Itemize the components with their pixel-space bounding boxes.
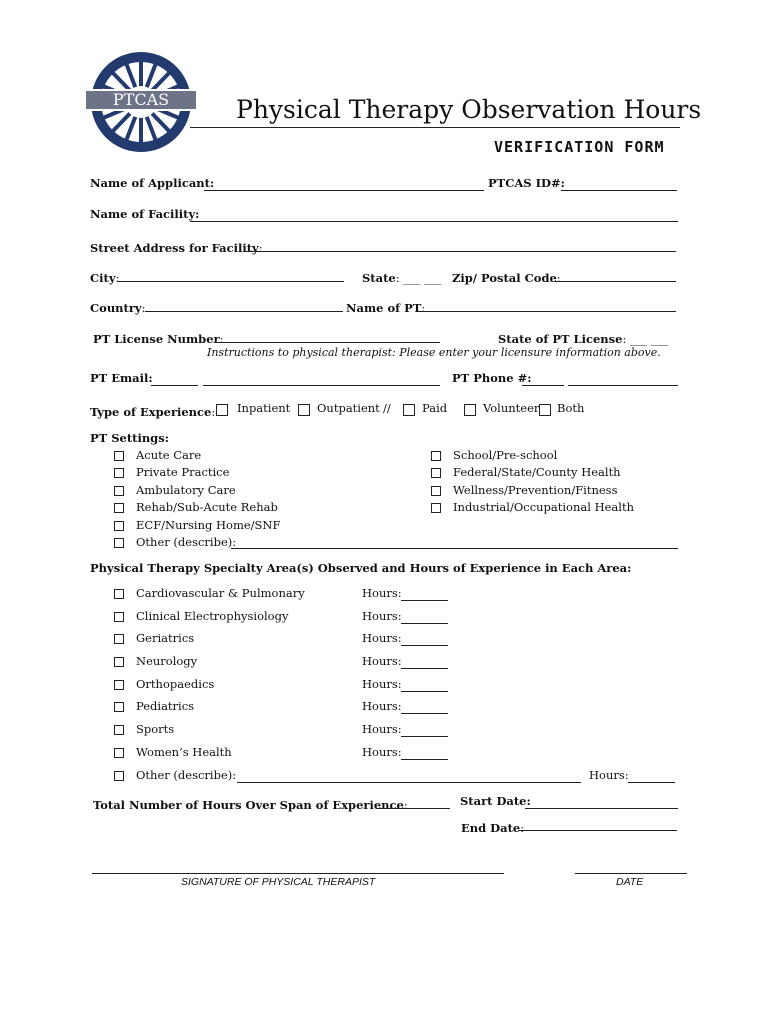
name-of-pt-label: Name of PT	[346, 301, 422, 315]
name-of-applicant-label: Name of Applicant:	[90, 176, 215, 190]
inpatient-label: Inpatient	[237, 401, 291, 415]
setting-checkbox[interactable]	[114, 451, 124, 461]
date-label: DATE	[616, 876, 644, 888]
name-of-facility-field[interactable]	[190, 221, 678, 222]
licensure-instructions: Instructions to physical therapist: Please enter your licensure information above.	[207, 346, 661, 359]
setting-checkbox[interactable]	[114, 538, 124, 548]
type-of-experience-label: Type of Experience	[90, 405, 212, 419]
other-specialty-field[interactable]	[237, 782, 581, 783]
volunteer-label: Volunteer	[483, 401, 540, 415]
end-date-label: End Date	[461, 821, 521, 835]
name-of-pt-field[interactable]	[418, 311, 676, 312]
setting-checkbox[interactable]	[431, 503, 441, 513]
hours-label: Hours:	[362, 586, 402, 600]
hours-label: Hours:	[589, 768, 629, 782]
state-of-pt-license-label: State of PT License	[498, 332, 623, 346]
setting-label: Private Practice	[136, 465, 230, 479]
start-date-field[interactable]	[525, 808, 678, 809]
setting-checkbox[interactable]	[431, 486, 441, 496]
hours-label: Hours:	[362, 609, 402, 623]
pt-phone-field-1[interactable]	[522, 385, 564, 386]
name-of-facility-label: Name of Facility:	[90, 207, 200, 221]
total-hours-field[interactable]	[376, 808, 450, 809]
pt-email-field-2[interactable]	[203, 385, 440, 386]
setting-label: Rehab/Sub-Acute Rehab	[136, 500, 278, 514]
end-date-field[interactable]	[518, 830, 677, 831]
setting-label: Wellness/Prevention/Fitness	[453, 483, 618, 497]
hours-label: Hours:	[362, 654, 402, 668]
state-label: State	[362, 271, 396, 285]
ptcas-id-label: PTCAS ID#:	[488, 176, 565, 190]
logo-text: PTCAS	[112, 90, 170, 109]
setting-label: ECF/Nursing Home/SNF	[136, 518, 281, 532]
signature-label: SIGNATURE OF PHYSICAL THERAPIST	[181, 876, 376, 888]
date-field[interactable]	[575, 873, 687, 874]
other-setting-field[interactable]	[231, 548, 678, 549]
specialty-label: Orthopaedics	[136, 677, 215, 691]
setting-label: Federal/State/County Health	[453, 465, 621, 479]
hours-field[interactable]	[628, 782, 675, 783]
specialty-label: Women’s Health	[136, 745, 232, 759]
setting-label: Ambulatory Care	[136, 483, 236, 497]
both-label: Both	[557, 401, 585, 415]
specialty-checkbox[interactable]	[114, 589, 124, 599]
page-title: Physical Therapy Observation Hours	[236, 95, 702, 124]
volunteer-checkbox[interactable]	[464, 404, 476, 416]
hours-label: Hours:	[362, 699, 402, 713]
street-address-field[interactable]	[246, 251, 676, 252]
pt-license-number-field[interactable]	[214, 342, 440, 343]
setting-checkbox[interactable]	[114, 521, 124, 531]
hours-field[interactable]	[401, 713, 448, 714]
start-date-label: Start Date:	[460, 794, 531, 808]
paid-checkbox[interactable]	[403, 404, 415, 416]
setting-checkbox[interactable]	[431, 468, 441, 478]
outpatient-label: Outpatient	[317, 401, 380, 415]
hours-label: Hours:	[362, 677, 402, 691]
specialty-checkbox[interactable]	[114, 771, 124, 781]
specialty-checkbox[interactable]	[114, 725, 124, 735]
specialty-label: Neurology	[136, 654, 198, 668]
experience-separator: //	[383, 401, 391, 415]
specialty-label: Pediatrics	[136, 699, 195, 713]
hours-field[interactable]	[401, 600, 448, 601]
specialty-checkbox[interactable]	[114, 748, 124, 758]
pt-phone-label: PT Phone #:	[452, 371, 532, 385]
setting-label: Other (describe):	[136, 535, 237, 549]
setting-checkbox[interactable]	[114, 468, 124, 478]
specialty-checkbox[interactable]	[114, 680, 124, 690]
setting-label: School/Pre-school	[453, 448, 558, 462]
setting-label: Industrial/Occupational Health	[453, 500, 634, 514]
setting-checkbox[interactable]	[431, 451, 441, 461]
both-checkbox[interactable]	[539, 404, 551, 416]
form-subtitle: VERIFICATION FORM	[494, 138, 665, 156]
state-field[interactable]: ___ ___	[403, 271, 442, 285]
hours-label: Hours:	[362, 722, 402, 736]
city-field[interactable]	[118, 281, 344, 282]
hours-field[interactable]	[401, 645, 448, 646]
street-address-label: Street Address for Facility	[90, 241, 259, 255]
hours-field[interactable]	[401, 759, 448, 760]
specialty-label: Sports	[136, 722, 175, 736]
ptcas-id-field[interactable]	[561, 190, 677, 191]
pt-email-field-1[interactable]	[151, 385, 198, 386]
specialty-checkbox[interactable]	[114, 634, 124, 644]
outpatient-checkbox[interactable]	[298, 404, 310, 416]
specialty-heading: Physical Therapy Specialty Area(s) Observed and Hours of Experience in Each Area:	[90, 561, 632, 575]
specialty-label: Geriatrics	[136, 631, 195, 645]
zip-field[interactable]	[555, 281, 676, 282]
zip-label: Zip/ Postal Code	[452, 271, 557, 285]
setting-checkbox[interactable]	[114, 503, 124, 513]
country-label: Country	[90, 301, 142, 315]
inpatient-checkbox[interactable]	[216, 404, 228, 416]
setting-label: Acute Care	[136, 448, 202, 462]
hours-field[interactable]	[401, 668, 448, 669]
pt-email-label: PT Email:	[90, 371, 153, 385]
other-specialty-label: Other (describe):	[136, 768, 237, 782]
name-of-applicant-field[interactable]	[204, 190, 484, 191]
city-label: City	[90, 271, 116, 285]
pt-phone-field-2[interactable]	[568, 385, 678, 386]
specialty-label: Clinical Electrophysiology	[136, 609, 289, 623]
specialty-checkbox[interactable]	[114, 702, 124, 712]
hours-field[interactable]	[401, 691, 448, 692]
hours-label: Hours:	[362, 631, 402, 645]
hours-field[interactable]	[401, 623, 448, 624]
title-rule	[190, 127, 680, 128]
pt-license-number-label: PT License Number	[93, 332, 220, 346]
total-hours-label: Total Number of Hours Over Span of Experience	[93, 798, 404, 812]
specialty-label: Cardiovascular & Pulmonary	[136, 586, 305, 600]
pt-settings-label: PT Settings:	[90, 431, 169, 445]
specialty-checkbox[interactable]	[114, 612, 124, 622]
country-field[interactable]	[145, 311, 343, 312]
setting-checkbox[interactable]	[114, 486, 124, 496]
signature-field[interactable]	[92, 873, 504, 874]
hours-field[interactable]	[401, 736, 448, 737]
specialty-checkbox[interactable]	[114, 657, 124, 667]
paid-label: Paid	[422, 401, 448, 415]
hours-label: Hours:	[362, 745, 402, 759]
